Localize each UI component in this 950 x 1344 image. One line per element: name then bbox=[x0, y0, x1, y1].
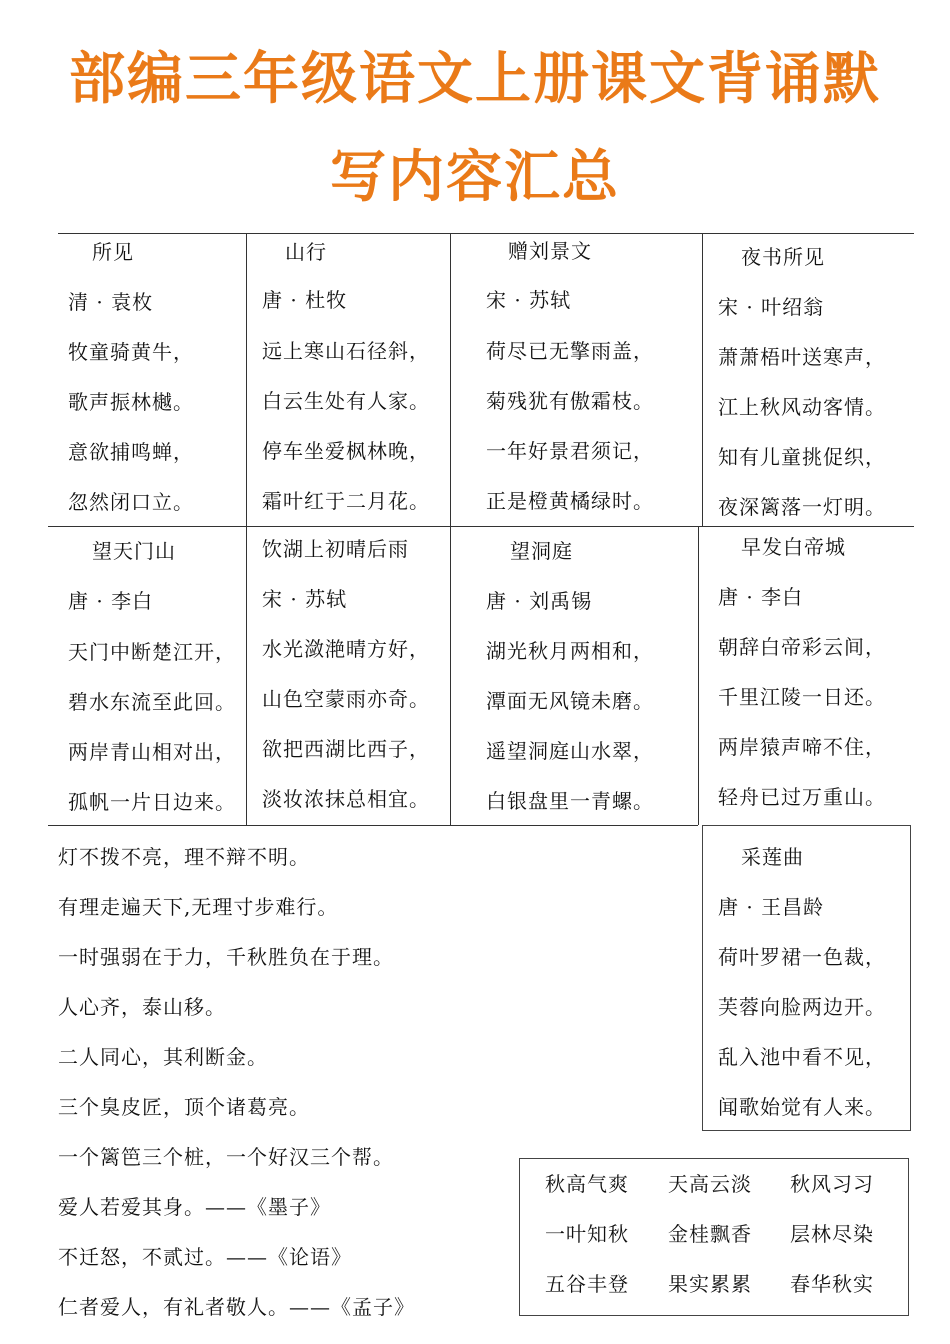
poem-line: 闻歌始觉有人来。 bbox=[718, 1095, 886, 1119]
poem-title: 早发白帝城 bbox=[741, 535, 846, 559]
grid-middle-line bbox=[48, 526, 914, 527]
poem-line: 萧萧梧叶送寒声， bbox=[718, 345, 886, 369]
poem-line: 霜叶红于二月花。 bbox=[262, 489, 430, 513]
poem-line: 水光潋滟晴方好， bbox=[262, 637, 430, 661]
poem-line: 夜深篱落一灯明。 bbox=[718, 495, 886, 519]
poem-line: 两岸青山相对出， bbox=[68, 740, 236, 764]
quote-line: 三个臭皮匠，顶个诸葛亮。 bbox=[58, 1095, 310, 1119]
poem-title: 望天门山 bbox=[92, 539, 176, 563]
poem-line: 千里江陵一日还。 bbox=[718, 685, 886, 709]
quote-line: 二人同心，其利断金。 bbox=[58, 1045, 268, 1069]
poem-line: 乱入池中看不见， bbox=[718, 1045, 886, 1069]
poem-author: 唐 · 王昌龄 bbox=[718, 895, 825, 919]
quote-line: 有理走遍天下,无理寸步难行。 bbox=[58, 895, 339, 919]
idiom-item: 天高云淡 bbox=[668, 1172, 752, 1196]
poem-author: 唐 · 李白 bbox=[718, 585, 804, 609]
poem-title: 所见 bbox=[92, 240, 134, 264]
quote-line: 仁者爱人，有礼者敬人。——《孟子》 bbox=[58, 1295, 415, 1319]
quote-line: 灯不拨不亮，理不辩不明。 bbox=[58, 845, 310, 869]
poem-line: 芙蓉向脸两边开。 bbox=[718, 995, 886, 1019]
grid-bottom-line bbox=[48, 825, 698, 826]
poem-line: 歌声振林樾。 bbox=[68, 390, 194, 414]
poem-line: 轻舟已过万重山。 bbox=[718, 785, 886, 809]
grid-divider-2 bbox=[450, 233, 451, 825]
poem-line: 意欲捕鸣蝉， bbox=[68, 440, 194, 464]
poem-line: 荷叶罗裙一色裁， bbox=[718, 945, 886, 969]
poem-line: 遥望洞庭山水翠， bbox=[486, 739, 654, 763]
poem-title: 采莲曲 bbox=[741, 845, 804, 869]
idiom-item: 秋高气爽 bbox=[545, 1172, 629, 1196]
grid-top-line bbox=[58, 233, 914, 234]
quote-line: 一个篱笆三个桩，一个好汉三个帮。 bbox=[58, 1145, 394, 1169]
poem-line: 菊残犹有傲霜枝。 bbox=[486, 389, 654, 413]
idiom-item: 一叶知秋 bbox=[545, 1222, 629, 1246]
poem-line: 正是橙黄橘绿时。 bbox=[486, 489, 654, 513]
poem-author: 宋 · 苏轼 bbox=[262, 587, 348, 611]
poem-line: 江上秋风动客情。 bbox=[718, 395, 886, 419]
poem-author: 宋 · 叶绍翁 bbox=[718, 295, 825, 319]
poem-line: 一年好景君须记， bbox=[486, 439, 654, 463]
poem-title: 夜书所见 bbox=[741, 245, 825, 269]
poem-line: 停车坐爱枫林晚， bbox=[262, 439, 430, 463]
poem-title: 望洞庭 bbox=[510, 539, 573, 563]
poem-title: 山行 bbox=[285, 240, 327, 264]
poem-author: 清 · 袁枚 bbox=[68, 290, 154, 314]
poem-line: 山色空蒙雨亦奇。 bbox=[262, 687, 430, 711]
poem-author: 唐 · 杜牧 bbox=[262, 288, 348, 312]
poem-line: 湖光秋月两相和， bbox=[486, 639, 654, 663]
idiom-item: 层林尽染 bbox=[790, 1222, 874, 1246]
poem-line: 欲把西湖比西子， bbox=[262, 737, 430, 761]
page-title-line-2: 写内容汇总 bbox=[330, 145, 620, 210]
quote-line: 一时强弱在于力，千秋胜负在于理。 bbox=[58, 945, 394, 969]
poem-line: 知有儿童挑促织， bbox=[718, 445, 886, 469]
poem-box-cailianqu bbox=[702, 825, 911, 1131]
poem-line: 碧水东流至此回。 bbox=[68, 690, 236, 714]
poem-line: 牧童骑黄牛， bbox=[68, 340, 194, 364]
poem-line: 朝辞白帝彩云间， bbox=[718, 635, 886, 659]
poem-line: 淡妆浓抹总相宜。 bbox=[262, 787, 430, 811]
grid-divider-3b bbox=[698, 526, 699, 825]
idiom-item: 五谷丰登 bbox=[545, 1272, 629, 1296]
poem-author: 宋 · 苏轼 bbox=[486, 288, 572, 312]
poem-line: 荷尽已无擎雨盖， bbox=[486, 339, 654, 363]
poem-line: 天门中断楚江开， bbox=[68, 640, 236, 664]
idiom-item: 果实累累 bbox=[668, 1272, 752, 1296]
poem-line: 孤帆一片日边来。 bbox=[68, 790, 236, 814]
quote-line: 不迁怒，不贰过。——《论语》 bbox=[58, 1245, 352, 1269]
idiom-item: 秋风习习 bbox=[790, 1172, 874, 1196]
grid-divider-1 bbox=[246, 233, 247, 825]
idiom-item: 金桂飘香 bbox=[668, 1222, 752, 1246]
idiom-item: 春华秋实 bbox=[790, 1272, 874, 1296]
poem-line: 远上寒山石径斜， bbox=[262, 339, 430, 363]
page-title-line-1: 部编三年级语文上册课文背诵默 bbox=[69, 47, 881, 112]
poem-title: 赠刘景文 bbox=[508, 239, 592, 263]
poem-title: 饮湖上初晴后雨 bbox=[262, 537, 409, 561]
poem-line: 忽然闭口立。 bbox=[68, 490, 194, 514]
quote-line: 爱人若爱其身。——《墨子》 bbox=[58, 1195, 331, 1219]
poem-line: 两岸猿声啼不住， bbox=[718, 735, 886, 759]
poem-line: 白银盘里一青螺。 bbox=[486, 789, 654, 813]
poem-author: 唐 · 刘禹锡 bbox=[486, 589, 593, 613]
quote-line: 人心齐，泰山移。 bbox=[58, 995, 226, 1019]
poem-line: 潭面无风镜未磨。 bbox=[486, 689, 654, 713]
grid-divider-3 bbox=[702, 233, 703, 526]
poem-author: 唐 · 李白 bbox=[68, 589, 154, 613]
poem-line: 白云生处有人家。 bbox=[262, 389, 430, 413]
